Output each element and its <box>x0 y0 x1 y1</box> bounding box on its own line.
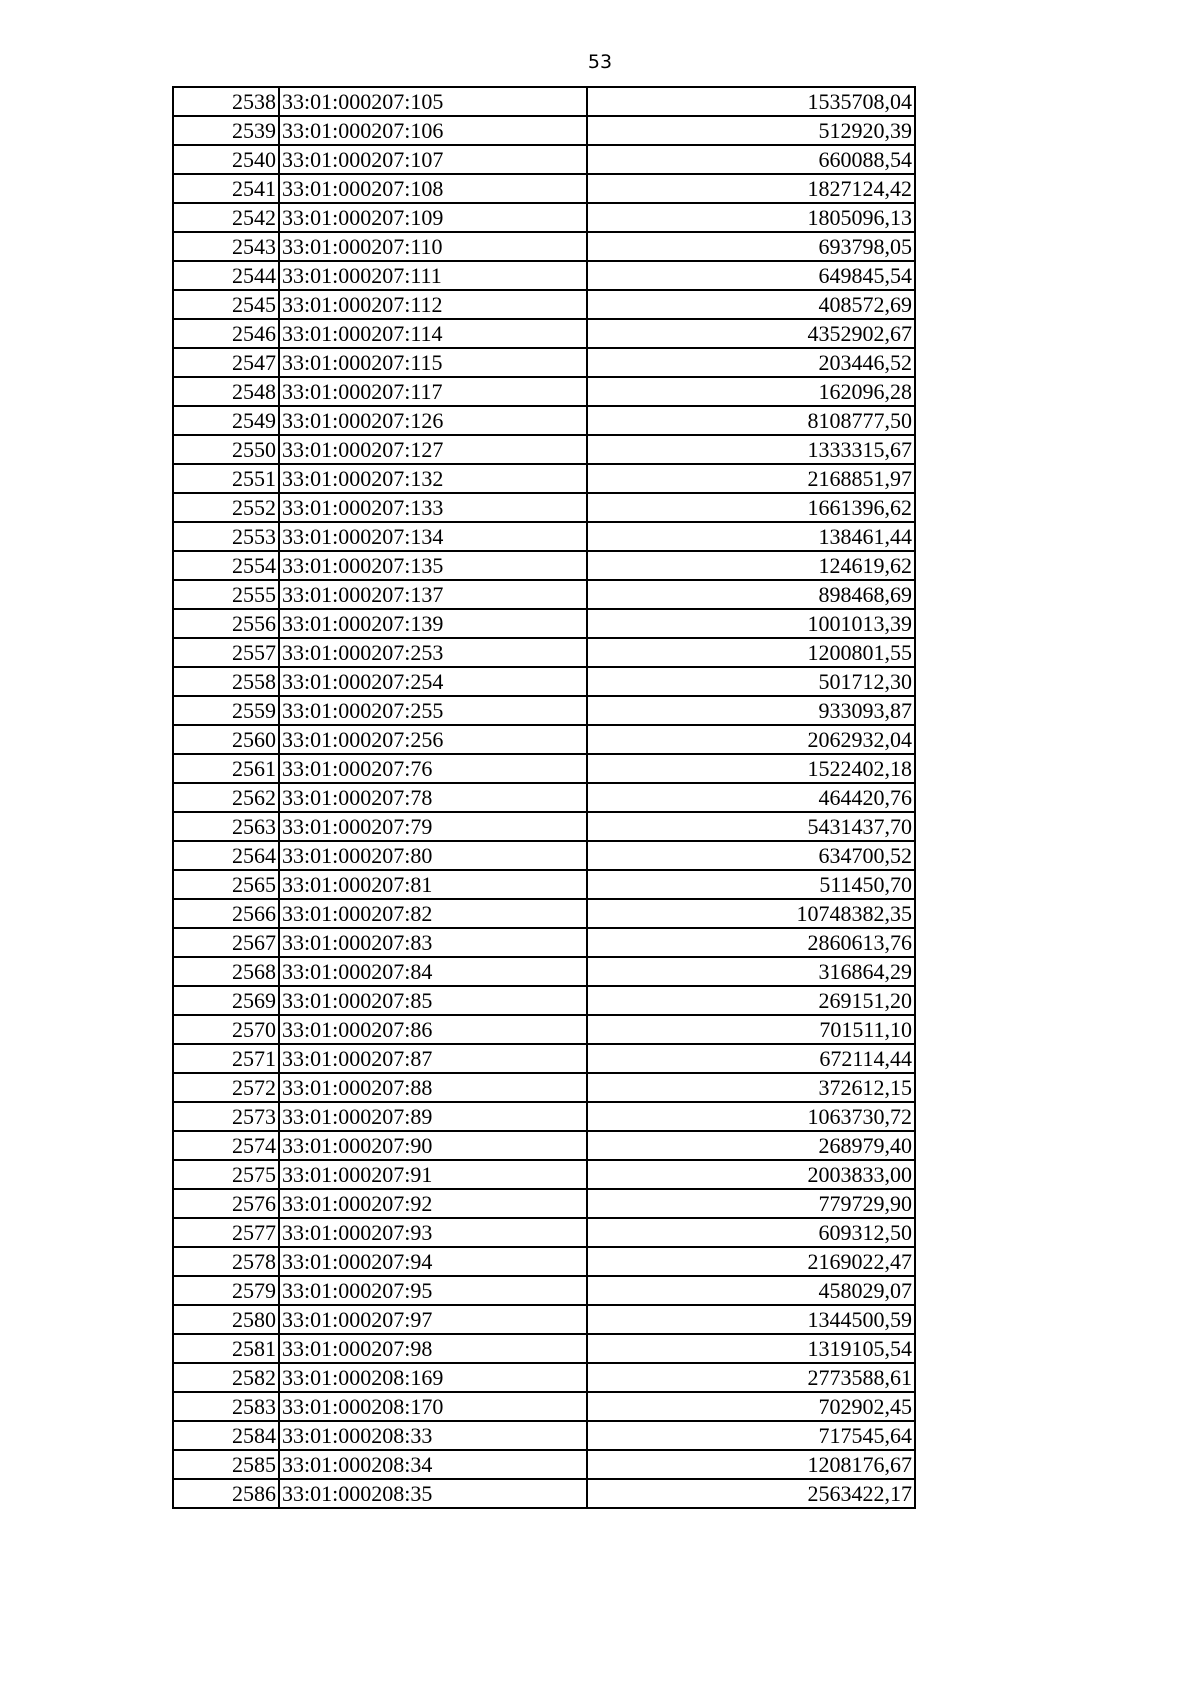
row-number-cell: 2543 <box>173 232 279 261</box>
cadastral-number-cell: 33:01:000208:35 <box>279 1479 587 1508</box>
cadastral-value-cell: 898468,69 <box>587 580 915 609</box>
cadastral-number-cell: 33:01:000207:256 <box>279 725 587 754</box>
cadastral-value-cell: 1522402,18 <box>587 754 915 783</box>
cadastral-number-cell: 33:01:000207:107 <box>279 145 587 174</box>
table-row <box>173 290 915 319</box>
cadastral-number-cell: 33:01:000207:115 <box>279 348 587 377</box>
table-row <box>173 928 915 957</box>
cadastral-number-cell: 33:01:000207:97 <box>279 1305 587 1334</box>
table-row <box>173 203 915 232</box>
cadastral-number-cell: 33:01:000207:108 <box>279 174 587 203</box>
row-number-cell: 2571 <box>173 1044 279 1073</box>
table-row <box>173 638 915 667</box>
table-row <box>173 464 915 493</box>
cadastral-value-cell: 5431437,70 <box>587 812 915 841</box>
cadastral-value-cell: 268979,40 <box>587 1131 915 1160</box>
cadastral-value-cell: 634700,52 <box>587 841 915 870</box>
table-row <box>173 1102 915 1131</box>
cadastral-value-cell: 702902,45 <box>587 1392 915 1421</box>
cadastral-number-cell: 33:01:000207:110 <box>279 232 587 261</box>
cadastral-value-cell: 203446,52 <box>587 348 915 377</box>
table-row <box>173 957 915 986</box>
cadastral-number-cell: 33:01:000207:78 <box>279 783 587 812</box>
row-number-cell: 2555 <box>173 580 279 609</box>
table-row <box>173 232 915 261</box>
table-row <box>173 522 915 551</box>
table-row <box>173 870 915 899</box>
cadastral-value-cell: 609312,50 <box>587 1218 915 1247</box>
row-number-cell: 2574 <box>173 1131 279 1160</box>
cadastral-number-cell: 33:01:000208:34 <box>279 1450 587 1479</box>
cadastral-number-cell: 33:01:000207:132 <box>279 464 587 493</box>
table-row <box>173 145 915 174</box>
cadastral-number-cell: 33:01:000207:94 <box>279 1247 587 1276</box>
cadastral-number-cell: 33:01:000207:98 <box>279 1334 587 1363</box>
cadastral-value-cell: 1319105,54 <box>587 1334 915 1363</box>
table-row <box>173 841 915 870</box>
cadastral-value-cell: 1063730,72 <box>587 1102 915 1131</box>
cadastral-number-cell: 33:01:000207:114 <box>279 319 587 348</box>
table-row <box>173 319 915 348</box>
cadastral-number-cell: 33:01:000207:88 <box>279 1073 587 1102</box>
cadastral-number-cell: 33:01:000208:170 <box>279 1392 587 1421</box>
row-number-cell: 2544 <box>173 261 279 290</box>
row-number-cell: 2538 <box>173 87 279 116</box>
cadastral-number-cell: 33:01:000207:76 <box>279 754 587 783</box>
row-number-cell: 2558 <box>173 667 279 696</box>
row-number-cell: 2551 <box>173 464 279 493</box>
table-row <box>173 725 915 754</box>
table-row <box>173 1218 915 1247</box>
table-row <box>173 1479 915 1508</box>
row-number-cell: 2540 <box>173 145 279 174</box>
cadastral-number-cell: 33:01:000207:95 <box>279 1276 587 1305</box>
cadastral-number-cell: 33:01:000207:126 <box>279 406 587 435</box>
table-row <box>173 1160 915 1189</box>
cadastral-value-cell: 1001013,39 <box>587 609 915 638</box>
cadastral-value-cell: 693798,05 <box>587 232 915 261</box>
table-row <box>173 261 915 290</box>
row-number-cell: 2546 <box>173 319 279 348</box>
row-number-cell: 2570 <box>173 1015 279 1044</box>
table-row <box>173 580 915 609</box>
row-number-cell: 2539 <box>173 116 279 145</box>
row-number-cell: 2554 <box>173 551 279 580</box>
row-number-cell: 2561 <box>173 754 279 783</box>
row-number-cell: 2585 <box>173 1450 279 1479</box>
row-number-cell: 2562 <box>173 783 279 812</box>
table-row <box>173 1421 915 1450</box>
cadastral-value-cell: 701511,10 <box>587 1015 915 1044</box>
table-row <box>173 899 915 928</box>
table-row <box>173 1073 915 1102</box>
cadastral-value-cell: 408572,69 <box>587 290 915 319</box>
cadastral-number-cell: 33:01:000207:80 <box>279 841 587 870</box>
cadastral-value-cell: 2563422,17 <box>587 1479 915 1508</box>
row-number-cell: 2565 <box>173 870 279 899</box>
table-row <box>173 1334 915 1363</box>
cadastral-value-cell: 316864,29 <box>587 957 915 986</box>
row-number-cell: 2573 <box>173 1102 279 1131</box>
row-number-cell: 2569 <box>173 986 279 1015</box>
row-number-cell: 2580 <box>173 1305 279 1334</box>
cadastral-value-cell: 1344500,59 <box>587 1305 915 1334</box>
cadastral-value-cell: 464420,76 <box>587 783 915 812</box>
row-number-cell: 2557 <box>173 638 279 667</box>
table-row <box>173 377 915 406</box>
cadastral-number-cell: 33:01:000207:79 <box>279 812 587 841</box>
row-number-cell: 2563 <box>173 812 279 841</box>
cadastral-number-cell: 33:01:000207:139 <box>279 609 587 638</box>
table-row <box>173 812 915 841</box>
cadastral-value-cell: 717545,64 <box>587 1421 915 1450</box>
cadastral-value-cell: 1333315,67 <box>587 435 915 464</box>
cadastral-value-cell: 2169022,47 <box>587 1247 915 1276</box>
cadastral-value-cell: 672114,44 <box>587 1044 915 1073</box>
table-row <box>173 696 915 725</box>
cadastral-value-cell: 660088,54 <box>587 145 915 174</box>
row-number-cell: 2549 <box>173 406 279 435</box>
cadastral-value-cell: 4352902,67 <box>587 319 915 348</box>
table-row <box>173 1276 915 1305</box>
table-body <box>173 87 915 1508</box>
cadastral-value-cell: 1535708,04 <box>587 87 915 116</box>
cadastral-number-cell: 33:01:000207:127 <box>279 435 587 464</box>
row-number-cell: 2550 <box>173 435 279 464</box>
cadastral-number-cell: 33:01:000207:255 <box>279 696 587 725</box>
cadastral-number-cell: 33:01:000207:109 <box>279 203 587 232</box>
cadastral-number-cell: 33:01:000207:81 <box>279 870 587 899</box>
table-row <box>173 667 915 696</box>
cadastral-value-cell: 162096,28 <box>587 377 915 406</box>
cadastral-value-cell: 124619,62 <box>587 551 915 580</box>
table-row <box>173 986 915 1015</box>
cadastral-number-cell: 33:01:000207:92 <box>279 1189 587 1218</box>
table-row <box>173 1044 915 1073</box>
cadastral-value-cell: 458029,07 <box>587 1276 915 1305</box>
row-number-cell: 2567 <box>173 928 279 957</box>
row-number-cell: 2577 <box>173 1218 279 1247</box>
page-number: 53 <box>587 51 613 73</box>
cadastral-number-cell: 33:01:000207:117 <box>279 377 587 406</box>
cadastral-number-cell: 33:01:000207:253 <box>279 638 587 667</box>
table-row <box>173 1305 915 1334</box>
cadastral-value-cell: 10748382,35 <box>587 899 915 928</box>
table-row <box>173 1131 915 1160</box>
cadastral-value-cell: 2003833,00 <box>587 1160 915 1189</box>
cadastral-number-cell: 33:01:000207:135 <box>279 551 587 580</box>
table-row <box>173 551 915 580</box>
row-number-cell: 2584 <box>173 1421 279 1450</box>
table-row <box>173 1247 915 1276</box>
cadastral-number-cell: 33:01:000208:169 <box>279 1363 587 1392</box>
cadastral-value-cell: 512920,39 <box>587 116 915 145</box>
cadastral-value-cell: 649845,54 <box>587 261 915 290</box>
row-number-cell: 2552 <box>173 493 279 522</box>
table-row <box>173 754 915 783</box>
cadastral-value-cell: 1661396,62 <box>587 493 915 522</box>
cadastral-value-table <box>172 86 916 1509</box>
cadastral-value-cell: 2168851,97 <box>587 464 915 493</box>
cadastral-number-cell: 33:01:000207:91 <box>279 1160 587 1189</box>
cadastral-value-cell: 2773588,61 <box>587 1363 915 1392</box>
table-row <box>173 87 915 116</box>
row-number-cell: 2572 <box>173 1073 279 1102</box>
cadastral-number-cell: 33:01:000207:111 <box>279 261 587 290</box>
cadastral-value-cell: 1805096,13 <box>587 203 915 232</box>
row-number-cell: 2568 <box>173 957 279 986</box>
cadastral-value-cell: 372612,15 <box>587 1073 915 1102</box>
cadastral-number-cell: 33:01:000207:85 <box>279 986 587 1015</box>
cadastral-number-cell: 33:01:000207:87 <box>279 1044 587 1073</box>
cadastral-number-cell: 33:01:000207:106 <box>279 116 587 145</box>
cadastral-value-cell: 2062932,04 <box>587 725 915 754</box>
cadastral-value-cell: 779729,90 <box>587 1189 915 1218</box>
table-row <box>173 348 915 377</box>
cadastral-number-cell: 33:01:000208:33 <box>279 1421 587 1450</box>
cadastral-value-cell: 2860613,76 <box>587 928 915 957</box>
table-row <box>173 1189 915 1218</box>
cadastral-value-cell: 501712,30 <box>587 667 915 696</box>
table-row <box>173 435 915 464</box>
row-number-cell: 2578 <box>173 1247 279 1276</box>
row-number-cell: 2547 <box>173 348 279 377</box>
row-number-cell: 2553 <box>173 522 279 551</box>
table-row <box>173 1015 915 1044</box>
cadastral-number-cell: 33:01:000207:93 <box>279 1218 587 1247</box>
cadastral-value-cell: 1200801,55 <box>587 638 915 667</box>
cadastral-number-cell: 33:01:000207:105 <box>279 87 587 116</box>
cadastral-number-cell: 33:01:000207:90 <box>279 1131 587 1160</box>
row-number-cell: 2583 <box>173 1392 279 1421</box>
row-number-cell: 2559 <box>173 696 279 725</box>
cadastral-value-cell: 8108777,50 <box>587 406 915 435</box>
cadastral-value-cell: 269151,20 <box>587 986 915 1015</box>
cadastral-number-cell: 33:01:000207:89 <box>279 1102 587 1131</box>
row-number-cell: 2579 <box>173 1276 279 1305</box>
row-number-cell: 2586 <box>173 1479 279 1508</box>
cadastral-value-cell: 138461,44 <box>587 522 915 551</box>
row-number-cell: 2575 <box>173 1160 279 1189</box>
table-row <box>173 1450 915 1479</box>
table-row <box>173 609 915 638</box>
row-number-cell: 2541 <box>173 174 279 203</box>
cadastral-number-cell: 33:01:000207:254 <box>279 667 587 696</box>
table-row <box>173 1392 915 1421</box>
cadastral-number-cell: 33:01:000207:84 <box>279 957 587 986</box>
cadastral-number-cell: 33:01:000207:134 <box>279 522 587 551</box>
cadastral-number-cell: 33:01:000207:86 <box>279 1015 587 1044</box>
row-number-cell: 2576 <box>173 1189 279 1218</box>
row-number-cell: 2560 <box>173 725 279 754</box>
row-number-cell: 2566 <box>173 899 279 928</box>
cadastral-value-cell: 1208176,67 <box>587 1450 915 1479</box>
row-number-cell: 2564 <box>173 841 279 870</box>
cadastral-number-cell: 33:01:000207:133 <box>279 493 587 522</box>
cadastral-number-cell: 33:01:000207:82 <box>279 899 587 928</box>
cadastral-number-cell: 33:01:000207:83 <box>279 928 587 957</box>
cadastral-value-cell: 933093,87 <box>587 696 915 725</box>
cadastral-value-cell: 1827124,42 <box>587 174 915 203</box>
cadastral-number-cell: 33:01:000207:112 <box>279 290 587 319</box>
row-number-cell: 2556 <box>173 609 279 638</box>
table-row <box>173 406 915 435</box>
cadastral-number-cell: 33:01:000207:137 <box>279 580 587 609</box>
table-row <box>173 174 915 203</box>
row-number-cell: 2542 <box>173 203 279 232</box>
cadastral-value-cell: 511450,70 <box>587 870 915 899</box>
row-number-cell: 2582 <box>173 1363 279 1392</box>
row-number-cell: 2581 <box>173 1334 279 1363</box>
table-row <box>173 783 915 812</box>
table-row <box>173 1363 915 1392</box>
row-number-cell: 2545 <box>173 290 279 319</box>
table-row <box>173 493 915 522</box>
table-row <box>173 116 915 145</box>
row-number-cell: 2548 <box>173 377 279 406</box>
